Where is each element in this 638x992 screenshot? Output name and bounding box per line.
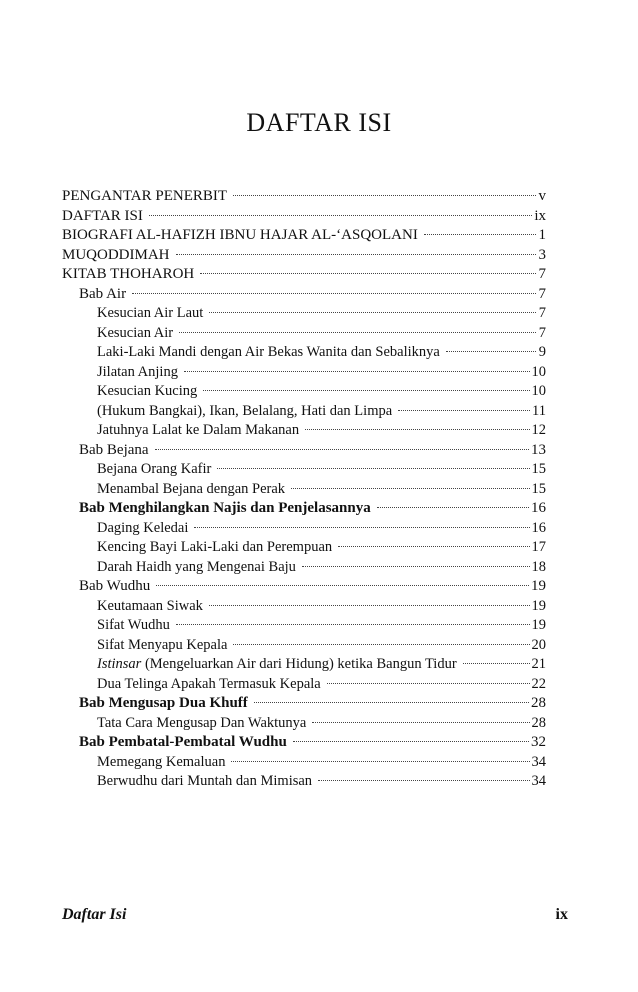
dot-leader: [176, 624, 530, 625]
toc-entry: [62, 519, 546, 539]
toc-entry-page: 18: [531, 558, 546, 575]
toc-entry-title: KITAB THOHAROH: [62, 266, 195, 282]
toc-entry-title: Jatuhnya Lalat ke Dalam Makanan: [97, 422, 300, 438]
dot-leader: [312, 722, 529, 723]
toc-entry-page: 15: [531, 480, 546, 497]
toc-entry-page: 9: [538, 344, 546, 360]
toc-entry-title: Bab Mengusap Dua Khuff: [79, 695, 248, 711]
dot-leader: [302, 566, 530, 567]
table-of-contents: [62, 187, 546, 792]
dot-leader: [338, 546, 529, 547]
toc-entry-page: 7: [538, 285, 546, 302]
toc-entry-title: Bab Bejana: [79, 441, 149, 458]
toc-entry: [62, 402, 546, 422]
toc-entry-page: 10: [531, 383, 546, 399]
toc-entry: [62, 187, 546, 207]
toc-entry-page: 28: [531, 714, 546, 731]
toc-entry-page: 19: [531, 617, 546, 633]
toc-entry: [62, 421, 546, 441]
dot-leader: [231, 761, 529, 762]
toc-entry-title: Darah Haidh yang Mengenai Baju: [97, 558, 296, 575]
dot-leader: [233, 195, 536, 196]
toc-entry: [62, 285, 546, 305]
toc-entry-title: PENGANTAR PENERBIT: [62, 188, 228, 204]
toc-entry: [62, 558, 546, 578]
dot-leader: [377, 507, 529, 508]
dot-leader: [209, 605, 530, 606]
toc-entry-title: Sifat Menyapu Kepala: [97, 636, 228, 653]
dot-leader: [446, 351, 536, 352]
dot-leader: [209, 312, 536, 313]
toc-entry-title: Tata Cara Mengusap Dan Waktunya: [97, 714, 307, 731]
toc-entry-page: 12: [531, 422, 546, 438]
toc-entry-page: 19: [531, 578, 546, 594]
toc-entry: [62, 441, 546, 461]
toc-entry-title-rest: (Mengeluarkan Air dari Hidung) ketika Bangun Tidur: [141, 656, 457, 672]
toc-entry-title: Berwudhu dari Muntah dan Mimisan: [97, 773, 313, 789]
toc-entry-page: 16: [531, 500, 546, 516]
toc-entry: [62, 265, 546, 285]
toc-entry: [62, 597, 546, 617]
toc-entry-title: Kencing Bayi Laki-Laki dan Perempuan: [97, 539, 333, 555]
toc-entry-page: 21: [531, 656, 546, 672]
toc-entry: [62, 304, 546, 324]
toc-entry-title: Keutamaan Siwak: [97, 597, 203, 614]
toc-entry-page: 13: [531, 441, 546, 458]
toc-entry-italic-term: Istinsar: [97, 656, 142, 672]
toc-entry-page: 19: [531, 597, 546, 614]
dot-leader: [149, 215, 532, 216]
dot-leader: [194, 527, 529, 528]
toc-entry: [62, 714, 546, 734]
toc-entry: [62, 499, 546, 519]
dot-leader: [233, 644, 529, 645]
toc-entry-page: 3: [538, 246, 546, 263]
toc-entry: [62, 343, 546, 363]
dot-leader: [424, 234, 536, 235]
toc-entry-title: MUQODDIMAH: [62, 246, 170, 263]
toc-entry: [62, 363, 546, 383]
toc-entry-page: 7: [538, 305, 546, 321]
toc-entry-title: BIOGRAFI AL-HAFIZH IBNU HAJAR AL-‘ASQOLANI: [62, 227, 418, 243]
dot-leader: [156, 585, 529, 586]
toc-entry: [62, 460, 546, 480]
toc-entry-page: 7: [538, 266, 546, 282]
dot-leader: [463, 663, 530, 664]
toc-entry-title: (Hukum Bangkai), Ikan, Belalang, Hati dan Limpa: [97, 402, 393, 419]
toc-entry: [62, 694, 546, 714]
toc-entry-title: [97, 655, 457, 675]
toc-entry: [62, 655, 546, 675]
toc-entry: [62, 538, 546, 558]
toc-entry-page: ix: [534, 207, 546, 224]
page-title: DAFTAR ISI: [246, 108, 392, 138]
dot-leader: [254, 702, 529, 703]
toc-entry-page: 34: [531, 773, 546, 789]
toc-entry: [62, 772, 546, 792]
toc-entry-page: 7: [538, 324, 546, 341]
toc-entry-page: 17: [531, 539, 546, 555]
toc-entry-page: 28: [531, 695, 546, 711]
toc-entry-page: 22: [531, 675, 546, 692]
dot-leader: [184, 371, 530, 372]
dot-leader: [318, 780, 529, 781]
toc-entry-title: Bab Menghilangkan Najis dan Penjelasannya: [79, 500, 371, 516]
toc-entry-title: Bejana Orang Kafir: [97, 461, 212, 477]
toc-entry-title: Laki-Laki Mandi dengan Air Bekas Wanita dan Sebaliknya: [97, 344, 440, 360]
toc-entry-page: 32: [531, 734, 546, 750]
running-footer-title: Daftar Isi: [62, 906, 127, 923]
dot-leader: [293, 741, 529, 742]
dot-leader: [132, 293, 536, 294]
toc-entry: [62, 480, 546, 500]
toc-entry-title: Jilatan Anjing: [97, 363, 178, 380]
toc-entry: [62, 636, 546, 656]
toc-entry: [62, 616, 546, 636]
page-number: ix: [555, 906, 568, 923]
toc-entry-title: Kesucian Air Laut: [97, 305, 204, 321]
dot-leader: [305, 429, 529, 430]
toc-entry-title: Sifat Wudhu: [97, 617, 170, 633]
toc-entry: [62, 207, 546, 227]
toc-entry-title: Menambal Bejana dengan Perak: [97, 480, 286, 497]
dot-leader: [179, 332, 536, 333]
toc-entry-page: 20: [531, 636, 546, 653]
toc-entry-page: 15: [531, 461, 546, 477]
toc-entry: [62, 753, 546, 773]
toc-entry-title: Bab Pembatal-Pembatal Wudhu: [79, 734, 287, 750]
toc-entry-page: v: [538, 188, 546, 204]
dot-leader: [200, 273, 536, 274]
dot-leader: [327, 683, 530, 684]
toc-entry-title: Daging Keledai: [97, 519, 189, 536]
toc-entry: [62, 382, 546, 402]
toc-entry-title: DAFTAR ISI: [62, 207, 143, 224]
toc-entry: [62, 733, 546, 753]
toc-entry: [62, 675, 546, 695]
toc-entry-title: Kesucian Air: [97, 324, 174, 341]
dot-leader: [176, 254, 537, 255]
toc-entry-title: Memegang Kemaluan: [97, 753, 226, 770]
dot-leader: [291, 488, 529, 489]
toc-entry: [62, 324, 546, 344]
toc-entry: [62, 246, 546, 266]
dot-leader: [155, 449, 529, 450]
toc-entry: [62, 577, 546, 597]
toc-entry-page: 1: [538, 227, 546, 243]
toc-entry-page: 16: [531, 519, 546, 536]
toc-entry-title: Bab Wudhu: [79, 578, 151, 594]
toc-entry-title: Dua Telinga Apakah Termasuk Kepala: [97, 675, 321, 692]
toc-entry: [62, 226, 546, 246]
toc-entry-title: Bab Air: [79, 285, 127, 302]
dot-leader: [203, 390, 529, 391]
toc-entry-page: 10: [531, 363, 546, 380]
toc-entry-page: 11: [532, 402, 546, 419]
dot-leader: [217, 468, 529, 469]
toc-entry-page: 34: [531, 753, 546, 770]
dot-leader: [398, 410, 530, 411]
toc-entry-title: Kesucian Kucing: [97, 383, 198, 399]
